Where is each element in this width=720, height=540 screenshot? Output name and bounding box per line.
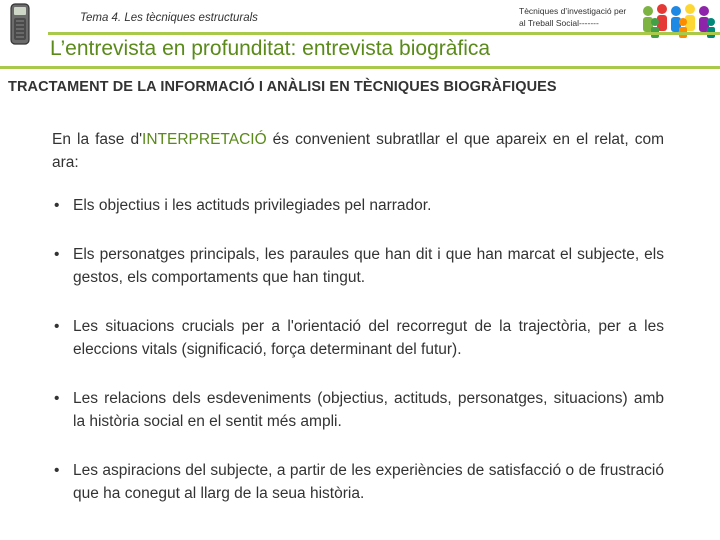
list-item <box>52 194 664 217</box>
list-item-text: Els objectius i les actituds privilegiades pel narrador. <box>73 197 432 214</box>
bullet-icon: • <box>54 318 60 335</box>
list-item <box>52 243 664 289</box>
intro-text-after: és convenient subratllar el que apareix en el relat, com ara: <box>52 131 664 171</box>
bullet-icon: • <box>54 462 60 479</box>
slide-body <box>52 128 664 505</box>
header-topic: Tema 4. Les tècniques estructurals <box>80 12 258 24</box>
slide-header <box>0 0 720 72</box>
list-item-text: Els personatges principals, les paraules que han dit i que han marcat el subjecte, els gestos, els comportaments que han tingut. <box>73 246 664 286</box>
section-heading: TRACTAMENT DE LA INFORMACIÓ I ANÀLISI EN TÈCNIQUES BIOGRÀFIQUES <box>8 79 557 95</box>
title-divider <box>0 66 720 69</box>
list-item <box>52 315 664 361</box>
intro-text-before: En la fase d' <box>52 131 143 148</box>
header-course <box>519 5 639 29</box>
bullet-list <box>52 194 664 505</box>
intro-highlight: INTERPRETACIÓ <box>142 131 267 148</box>
header-course-line1: Tècniques d’investigació per <box>519 6 627 16</box>
page-title: L’entrevista en profunditat: entrevista biogràfica <box>50 37 491 60</box>
intro-paragraph <box>52 128 664 174</box>
header-divider <box>48 32 720 35</box>
header-course-line2: al Treball Social------- <box>519 18 599 28</box>
list-item-text: Les relacions dels esdeveniments (objectius, actituds, personatges, situacions) amb la història social en el sentit més ampli. <box>73 390 664 430</box>
bullet-icon: • <box>54 197 60 214</box>
list-item-text: Les aspiracions del subjecte, a partir de les experiències de satisfacció o de frustració que ha conegut al llarg de la seua història. <box>73 462 664 502</box>
bullet-icon: • <box>54 246 60 263</box>
list-item <box>52 459 664 505</box>
voice-recorder-icon <box>6 2 34 46</box>
list-item-text: Les situacions crucials per a l'orientació del recorregut de la trajectòria, per a les eleccions vitals (significació, força determinant del futur). <box>73 318 664 358</box>
list-item <box>52 387 664 433</box>
bullet-icon: • <box>54 390 60 407</box>
